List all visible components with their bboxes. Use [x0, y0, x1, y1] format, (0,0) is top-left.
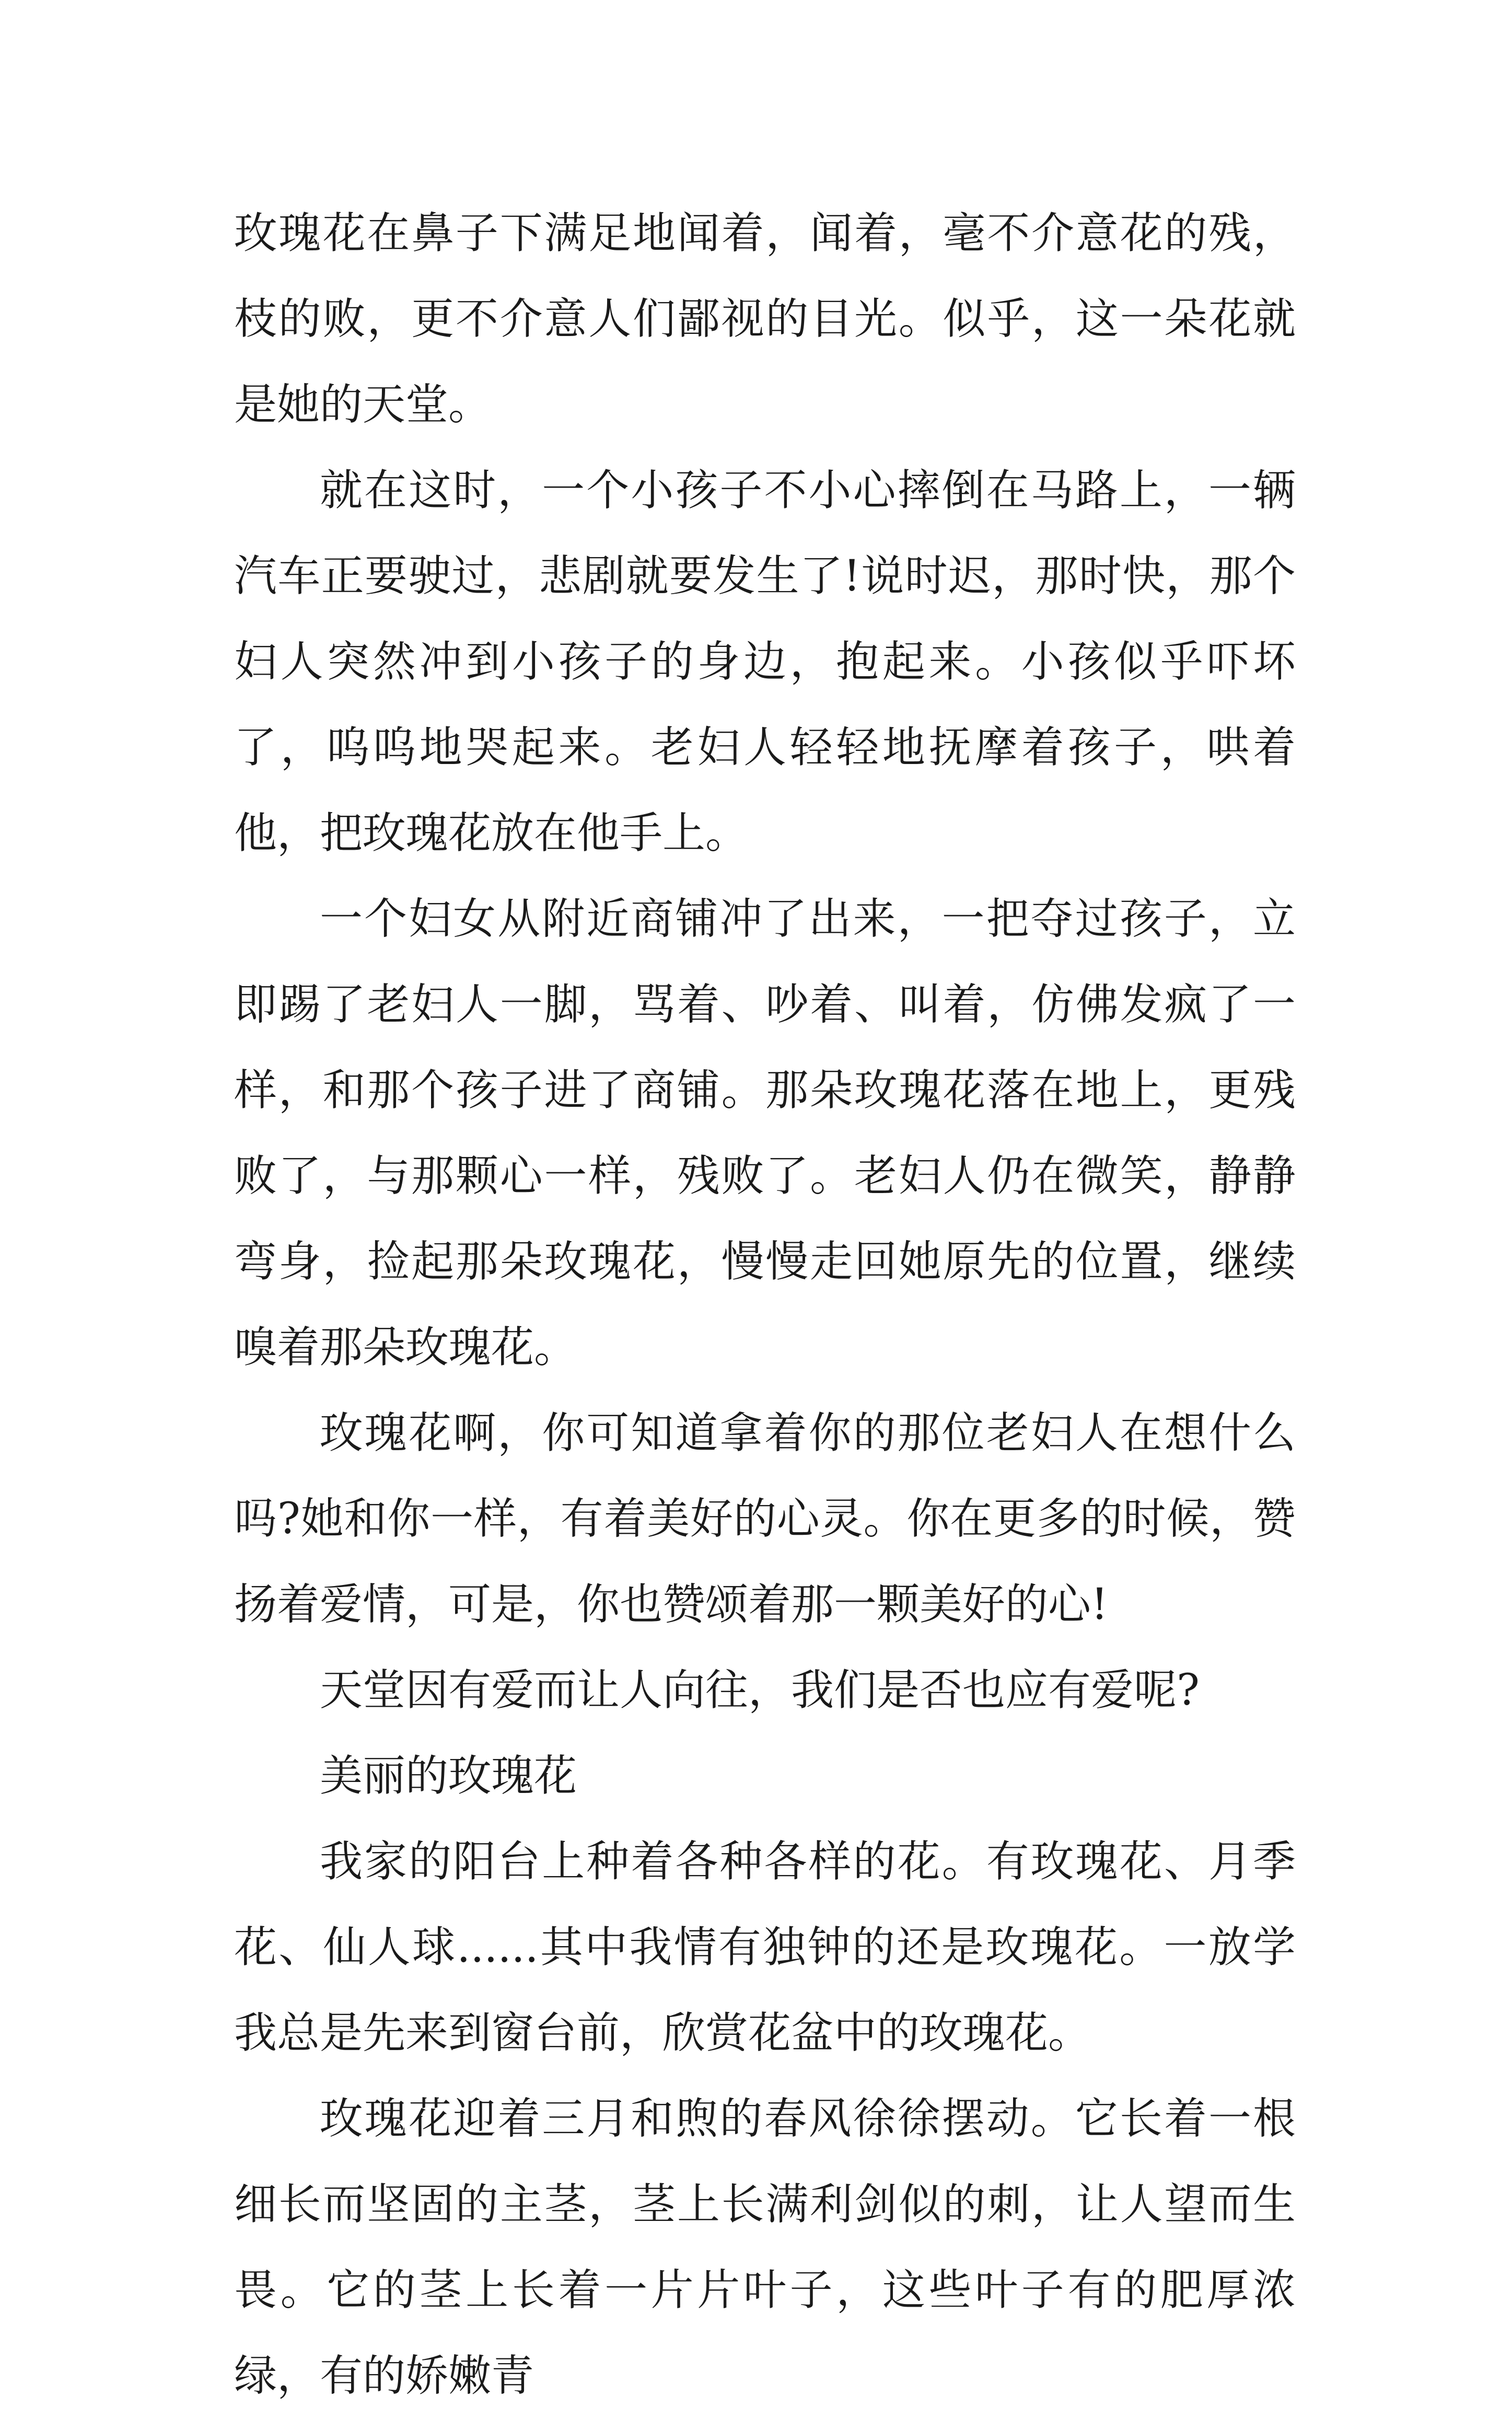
paragraph-2: 就在这时，一个小孩子不小心摔倒在马路上，一辆汽车正要驶过，悲剧就要发生了!说时迟，那时快，那个妇人突然冲到小孩子的身边，抱起来。小孩似乎吓坏了，呜呜地哭起来。老妇人轻轻地抚摩着孩子，哄着他，把玫瑰花放在他手上。	[234, 466, 1296, 858]
paragraph-4: 玫瑰花啊，你可知道拿着你的那位老妇人在想什么吗?她和你一样，有着美好的心灵。你在更多的时候，赞扬着爱情，可是，你也赞颂着那一颗美好的心!	[234, 1408, 1296, 1629]
paragraph-6: 我家的阳台上种着各种各样的花。有玫瑰花、月季花、仙人球......其中我情有独钟的还是玫瑰花。一放学我总是先来到窗台前，欣赏花盆中的玫瑰花。	[234, 1837, 1296, 2058]
paragraph-5: 天堂因有爱而让人向往，我们是否也应有爱呢?	[320, 1665, 1200, 1715]
body-text	[234, 191, 1296, 2419]
paragraph-1: 玫瑰花在鼻子下满足地闻着，闻着，毫不介意花的残，枝的败，更不介意人们鄙视的目光。似乎，这一朵花就是她的天堂。	[234, 209, 1296, 430]
section-title: 美丽的玫瑰花	[320, 1751, 577, 1801]
paragraph-7: 玫瑰花迎着三月和煦的春风徐徐摆动。它长着一根细长而坚固的主茎，茎上长满利剑似的刺，让人望而生畏。它的茎上长着一片片叶子，这些叶子有的肥厚浓绿，有的娇嫩青	[234, 2094, 1296, 2401]
paragraph-3: 一个妇女从附近商铺冲了出来，一把夺过孩子，立即踢了老妇人一脚，骂着、吵着、叫着，仿佛发疯了一样，和那个孩子进了商铺。那朵玫瑰花落在地上，更残败了，与那颗心一样，残败了。老妇人仍在微笑，静静弯身，捡起那朵玫瑰花，慢慢走回她原先的位置，继续嗅着那朵玫瑰花。	[234, 894, 1296, 1372]
